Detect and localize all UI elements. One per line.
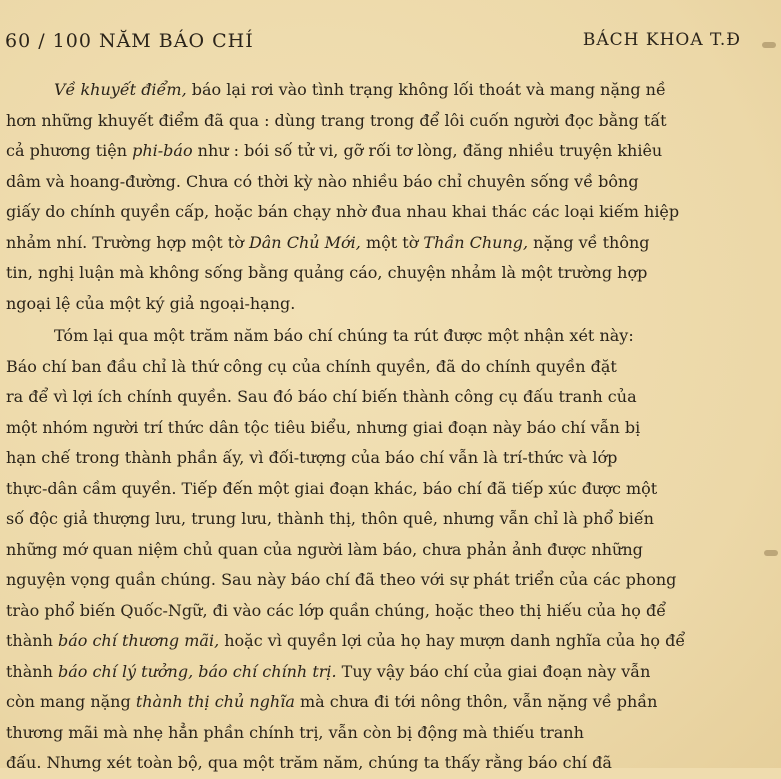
- text-run: thành: [6, 631, 58, 650]
- text-run: còn mang nặng: [6, 692, 136, 711]
- italic-text: báo chí lý tưởng, báo chí chính trị.: [57, 661, 337, 681]
- text-run: hơn những khuyết điểm đã qua : dùng trang trong để lôi cuốn người đọc bằng tất: [6, 110, 667, 130]
- text-line: [6, 718, 738, 749]
- body-text: [6, 75, 738, 779]
- italic-text: Về khuyết điểm,: [54, 80, 187, 99]
- italic-text: Thần Chung,: [423, 232, 529, 252]
- text-run: trào phổ biến Quốc-Ngữ, đi vào các lớp quần chúng, hoặc theo thị hiếu của họ để: [6, 600, 667, 620]
- text-run: một nhóm người trí thức dân tộc tiêu biểu, nhưng giai đoạn này báo chí vẫn bị: [6, 417, 641, 437]
- text-run: thực-dân cầm quyền. Tiếp đến một giai đoạn khác, báo chí đã tiếp xúc được một: [6, 478, 658, 498]
- text-line: [6, 75, 738, 106]
- text-run: nặng về thông: [528, 232, 650, 252]
- text-run: cả phương tiện: [6, 141, 133, 160]
- text-line: [6, 197, 738, 228]
- paragraph: [6, 321, 738, 779]
- text-run: số độc giả thượng lưu, trung lưu, thành thị, thôn quê, nhưng vẫn chỉ là phổ biến: [6, 509, 654, 528]
- text-run: báo lại rơi vào tình trạng không lối thoát và mang nặng nề: [186, 80, 666, 99]
- text-line: [6, 289, 738, 320]
- text-run: ngoại lệ của một ký giả ngoại-hạng.: [6, 293, 296, 313]
- text-line: [6, 504, 738, 535]
- text-line: [6, 657, 738, 688]
- italic-text: thành thị chủ nghĩa: [135, 692, 295, 711]
- text-line: [6, 413, 738, 444]
- text-line: [6, 626, 738, 657]
- header-author: BÁCH KHOA T.Đ: [582, 30, 741, 50]
- text-run: một tờ: [360, 232, 424, 252]
- text-line: [6, 596, 738, 627]
- text-line: [6, 382, 738, 413]
- text-line: [6, 136, 738, 167]
- italic-text: báo chí thương mãi,: [57, 631, 220, 650]
- text-run: đấu. Nhưng xét toàn bộ, qua một trăm năm, chúng ta thấy rằng báo chí đã: [6, 753, 612, 772]
- text-line: [6, 748, 738, 779]
- text-run: Tuy vậy báo chí của giai đoạn này vẫn: [336, 661, 651, 681]
- text-run: nguyện vọng quần chúng. Sau này báo chí đã theo với sự phát triển của các phong: [6, 570, 677, 589]
- text-line: [6, 258, 738, 289]
- text-line: [6, 228, 738, 259]
- text-run: Báo chí ban đầu chỉ là thứ công cụ của chính quyền, đã do chính quyền đặt: [6, 356, 617, 376]
- text-run: thành: [6, 661, 58, 681]
- text-run: thương mãi mà nhẹ hẳn phần chính trị, vẫn còn bị động mà thiếu tranh: [6, 722, 584, 742]
- header-page-title: 60 / 100 NĂM BÁO CHÍ: [5, 30, 254, 52]
- text-run: tin, nghị luận mà không sống bằng quảng cáo, chuyện nhảm là một trường hợp: [6, 263, 648, 282]
- paper-blemish: [764, 550, 778, 556]
- text-run: mà chưa đi tới nông thôn, vẫn nặng về phần: [294, 692, 658, 711]
- text-line: [6, 565, 738, 596]
- italic-text: Dân Chủ Mới,: [248, 232, 361, 252]
- text-line: [6, 474, 738, 505]
- text-run: giấy do chính quyền cấp, hoặc bán chạy nhờ đua nhau khai thác các loại kiếm hiệp: [6, 202, 680, 221]
- page-header: [5, 30, 741, 58]
- text-run: hoặc vì quyền lợi của họ hay mượn danh nghĩa của họ để: [219, 631, 686, 650]
- text-line: [6, 321, 738, 352]
- italic-text: phi-báo: [132, 141, 193, 160]
- text-line: [6, 167, 738, 198]
- text-run: những mớ quan niệm chủ quan của người làm báo, chưa phản ảnh được những: [6, 539, 643, 559]
- text-run: như : bói số tử vi, gỡ rối tơ lòng, đăng nhiều truyện khiêu: [192, 141, 663, 160]
- text-line: [6, 443, 738, 474]
- text-line: [6, 352, 738, 383]
- text-run: ra để vì lợi ích chính quyền. Sau đó báo chí biến thành công cụ đấu tranh của: [6, 387, 637, 406]
- text-line: [6, 535, 738, 566]
- text-run: dâm và hoang-đường. Chưa có thời kỳ nào nhiều báo chỉ chuyên sống về bông: [6, 171, 639, 191]
- paper-blemish: [762, 42, 776, 48]
- paragraph: [6, 75, 738, 319]
- text-line: [6, 106, 738, 137]
- text-run: Tóm lại qua một trăm năm báo chí chúng ta rút được một nhận xét này:: [54, 326, 634, 345]
- text-line: [6, 687, 738, 718]
- text-run: nhảm nhí. Trường hợp một tờ: [6, 232, 249, 252]
- text-run: hạn chế trong thành phần ấy, vì đối-tượng của báo chí vẫn là trí-thức và lớp: [6, 448, 618, 467]
